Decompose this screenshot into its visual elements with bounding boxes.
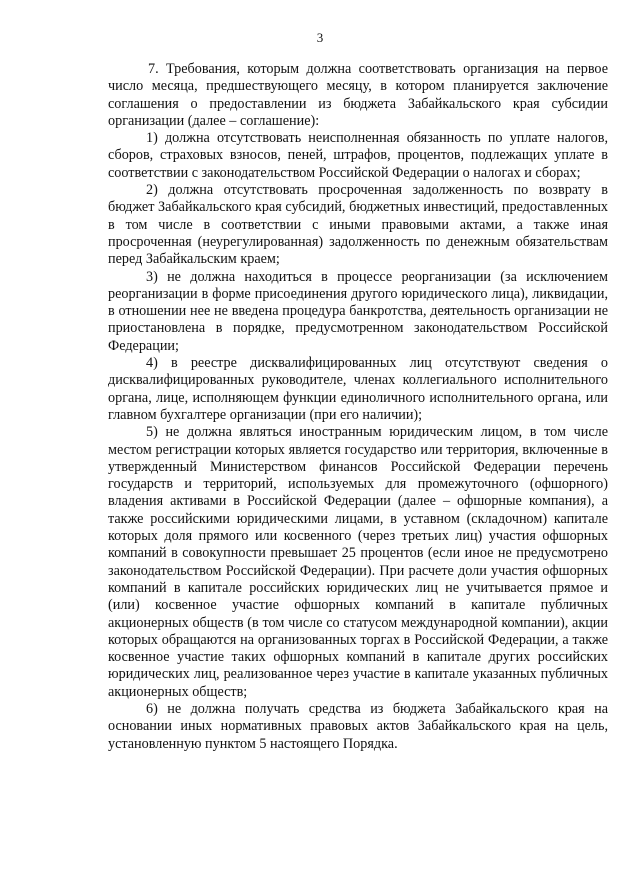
requirement-item-1: 1) должна отсутствовать неисполненная обязанность по уплате налогов, сборов, страховых взносов, пеней, штрафов, процентов, подлежащих уплате в соответствии с законодательством Российской Федерации о налогах и сборах; — [108, 130, 608, 181]
requirement-item-4: 4) в реестре дисквалифицированных лиц отсутствуют сведения о дисквалифицированных руководителе, членах коллегиального исполнительного органа, лице, исполняющем функции единоличного исполнительного органа, или главном бухгалтере организации (при его наличии); — [108, 355, 608, 423]
page-number: 3 — [316, 30, 324, 45]
requirement-item-6: 6) не должна получать средства из бюджета Забайкальского края на основании иных нормативных правовых актов Забайкальского края на цель, установленную пунктом 5 настоящего Порядка. — [108, 700, 608, 752]
document-body — [108, 61, 608, 753]
requirement-item-5: 5) не должна являться иностранным юридическим лицом, в том числе местом регистрации которых является государство или территория, включенные в утвержденный Министерством финансов Российской Федерации перечень государств и территорий, используемых для промежуточного (офшорного) владения активами в Российской Федерации (далее – офшорные компания), а также российскими юридическими лицами, в уставном (складочном) капитале которых доля прямого или косвенного (через третьих лиц) участия офшорных компаний в совокупности превышает 25 процентов (если иное не предусмотрено законодательством Российской Федерации). При расчете доли участия офшорных компаний в капитале российских юридических лиц не учитывается прямое и (или) косвенное участие офшорных компаний в капитале публичных акционерных обществ (в том числе со статусом международной компании), акции которых обращаются на организованных торгах в Российской Федерации, а также косвенное участие таких офшорных компаний в капитале других российских юридических лиц, реализованное через участие в капитале указанных публичных акционерных обществ; — [108, 424, 608, 700]
clause-7-intro: 7. Требования, которым должна соответствовать организация на первое число месяца, предшествующего месяцу, в котором планируется заключение соглашения о предоставлении из бюджета Забайкальского края субсидии организации (далее – соглашение): — [108, 61, 608, 129]
requirement-item-2: 2) должна отсутствовать просроченная задолженность по возврату в бюджет Забайкальского края субсидий, бюджетных инвестиций, предоставленных в том числе в соответствии с иными правовыми актами, а также иная просроченная (неурегулированная) задолженность по денежным обязательствам перед Забайкальским краем; — [108, 182, 608, 268]
requirement-item-3: 3) не должна находиться в процессе реорганизации (за исключением реорганизации в форме присоединения другого юридического лица), ликвидации, в отношении нее не введена процедура банкротства, деятельность организации не приостановлена в порядке, предусмотренном законодательством Российской Федерации; — [108, 268, 608, 354]
